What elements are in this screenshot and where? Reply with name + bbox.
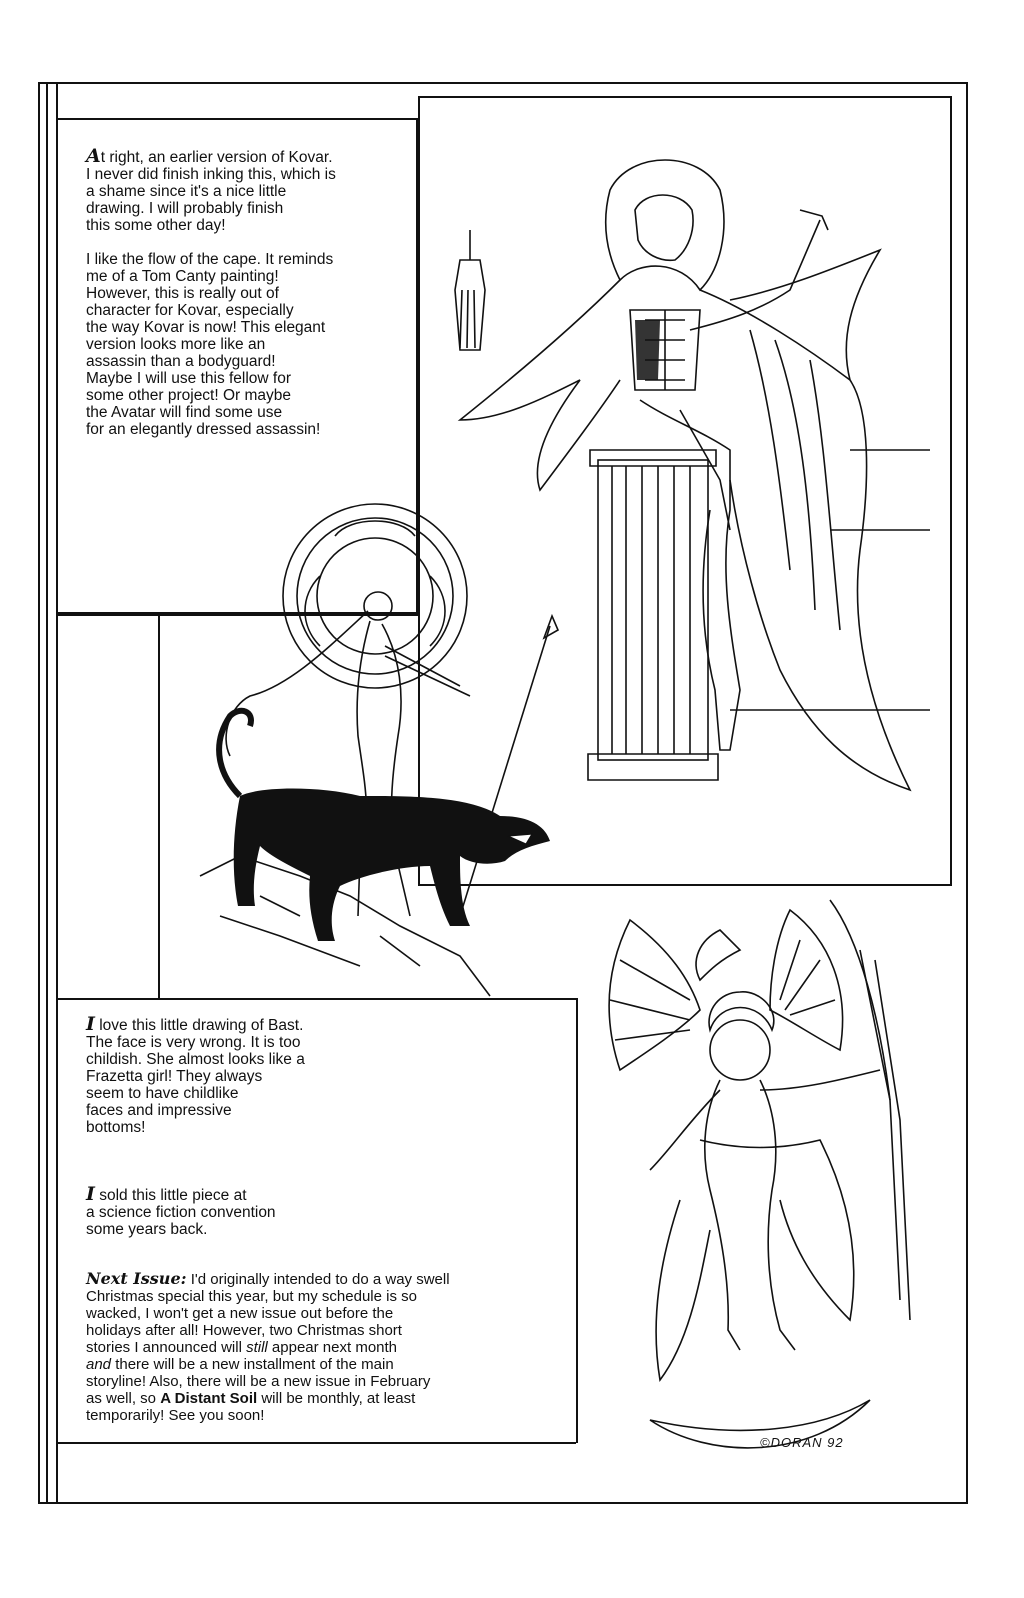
bast-panel-bottom — [56, 998, 576, 1000]
next-issue-label: Next Issue: — [86, 1269, 187, 1288]
next-issue-note — [86, 1270, 574, 1424]
next-issue-text-1: I'd originally intended to do a way swell Christmas special this year, but my schedule is so wacked, I won't get a new issue out before the holidays after all! However, two Christmas short stories I announced will — [86, 1271, 450, 1356]
kovar-note-text: t right, an earlier version of Kovar. I never did finish inking this, which is a shame since it's a nice little drawing. I will probably finish this some other day! I like the flow of the cape. It reminds me of a Tom Canty painting! However, this is really out of character for Kovar, especially the way Kovar is now! This elegant version looks more like an assassin than a bodyguard! Maybe I will use this fellow for some other project! Or maybe the Avatar will find some use for an elegantly dressed assassin! — [86, 149, 336, 438]
kovar-dropcap: A — [86, 145, 101, 167]
bast-note-text-1: love this little drawing of Bast. The face is very wrong. It is too childish. She almost looks like a Frazetta girl! They always seem to have childlike faces and impressive bottoms! — [86, 1017, 305, 1136]
cherub-illustration — [590, 900, 920, 1460]
bast-note-text-2: sold this little piece at a science fiction convention some years back. — [86, 1187, 276, 1238]
bast-note-2 — [86, 1183, 386, 1238]
next-issue-and: and — [86, 1356, 112, 1373]
next-issue-text-2: appear next month — [271, 1339, 398, 1356]
next-issue-still: still — [246, 1339, 268, 1356]
bast-dropcap-1: I — [86, 1013, 95, 1035]
bast-illustration — [160, 496, 580, 996]
next-issue-text-4: will be monthly, at least temporarily! See you soon! — [86, 1390, 416, 1424]
artist-signature: ©DORAN 92 — [760, 1435, 844, 1450]
page-border-line-2 — [46, 82, 48, 1504]
bast-text-panel-right — [576, 998, 578, 1443]
kovar-note — [86, 145, 406, 438]
next-issue-text-3: there will be a new installment of the main storyline! Also, there will be a new issue in February as well, so — [86, 1356, 431, 1407]
text-panel-bottom — [56, 1442, 576, 1444]
bast-note-1 — [86, 1013, 386, 1136]
next-issue-title: A Distant Soil — [160, 1390, 258, 1407]
bast-dropcap-2: I — [86, 1183, 95, 1205]
